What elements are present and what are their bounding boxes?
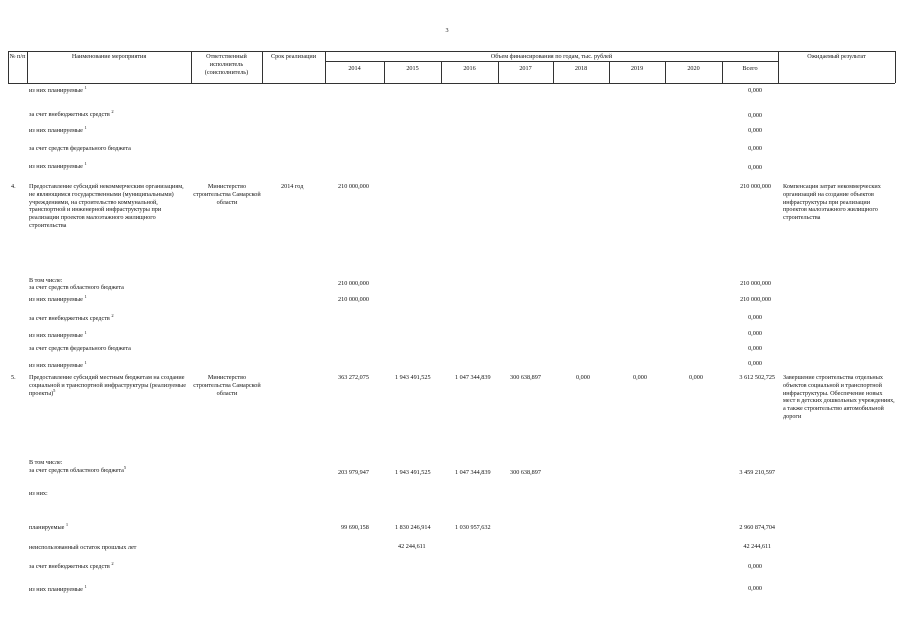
row-label: неиспользованный остаток прошлых лет (29, 544, 137, 551)
row-label: за счет средств областного бюджета (29, 284, 124, 291)
row-label: из них планируемые $^1$ (29, 124, 87, 134)
row-label: за счет внебюджетных средств $^2$ (29, 312, 114, 322)
header-total: Всего (742, 65, 758, 72)
row-total: 0,000 (748, 127, 762, 134)
value-2017: 300 638,897 (510, 374, 541, 381)
header-year: 2014 (348, 65, 361, 72)
row-label: из них: (29, 490, 48, 497)
header-year: 2017 (519, 65, 532, 72)
row-label: из них планируемые $^1$ (29, 583, 87, 593)
row-total: 210 000,000 (740, 280, 771, 287)
item-responsible: Министерство строительства Самарской области (193, 374, 261, 397)
row-label: из них планируемые $^1$ (29, 293, 87, 303)
row-label: за счет внебюджетных средств $^2$ (29, 560, 114, 570)
header-year: 2019 (630, 65, 644, 72)
item-number: 5. (11, 374, 16, 381)
row-total: 0,000 (748, 345, 762, 352)
row-total: 3 459 210,597 (739, 469, 775, 476)
header-number: № п/п (9, 53, 26, 60)
value-2016: 1 030 957,632 (455, 524, 491, 531)
value-2015: 1 830 246,914 (395, 524, 431, 531)
row-total: 0,000 (748, 360, 762, 367)
header-responsible: Ответственный исполнитель (соисполнитель) (204, 53, 249, 76)
value-2015: 1 943 491,525 (395, 469, 431, 476)
value-2016: 1 047 344,839 (455, 469, 491, 476)
value-2014: 203 979,947 (338, 469, 369, 476)
row-total: 0,000 (748, 330, 762, 337)
header-result: Ожидаемый результат (807, 53, 866, 60)
item-name: Предоставление субсидий местным бюджетам на создание социальной и транспортной инфраструктуры (реализуемые проекты)$^5$ (29, 374, 186, 397)
item-result: Завершение строительства отдельных объектов социальной и транспортной инфраструктуры. Обеспечение новых мест в детских дошкольных учреждениях, а также строительство автомобильной дороги (783, 374, 895, 420)
value-2014: 210 000,000 (338, 280, 369, 287)
value-2020: 0,000 (689, 374, 703, 381)
row-label: из них планируемые $^1$ (29, 160, 87, 170)
row-total: 2 960 874,704 (739, 524, 775, 531)
item-name: Предоставление субсидий некоммерческим организациям, не являющимся государственными (муниципальными) учреждениями, на строительство коммунальной, транспортной и инженерной инфраструктуры при реализации проектов малоэтажного жилищного строительства (29, 183, 184, 229)
value-2015: 42 244,611 (398, 543, 426, 550)
row-label: за счет средств федерального бюджета (29, 145, 131, 152)
row-subheading: В том числе: (29, 277, 63, 284)
header-funding: Объем финансирования по годам, тыс. рублей (490, 53, 613, 60)
row-label: планируемые $^1$ (29, 521, 69, 531)
row-total: 42 244,611 (743, 543, 771, 550)
value-2014: 210 000,000 (338, 296, 369, 303)
header-year: 2018 (574, 65, 588, 72)
value-2016: 1 047 344,839 (455, 374, 491, 381)
row-total: 210 000,000 (740, 183, 771, 190)
item-responsible: Министерство строительства Самарской области (193, 183, 261, 206)
value-2015: 1 943 491,525 (395, 374, 431, 381)
item-result: Компенсация затрат некоммерческих организаций на создание объектов инфраструктуры при реализации проектов малоэтажного жилищного строительства (783, 183, 881, 221)
page-number: 3 (445, 27, 449, 34)
header-activity-name: Наименование мероприятия (71, 53, 147, 60)
item-term: 2014 год (281, 183, 304, 190)
row-total: 0,000 (748, 145, 762, 152)
value-2014: 210 000,000 (338, 183, 369, 190)
row-total: 0,000 (748, 87, 762, 94)
row-label: за счет внебюджетных средств $^2$ (29, 108, 114, 118)
row-total: 0,000 (748, 585, 762, 592)
row-total: 210 000,000 (740, 296, 771, 303)
row-subheading: В том числе: (29, 459, 63, 466)
row-total: 0,000 (748, 164, 762, 171)
value-2018: 0,000 (576, 374, 590, 381)
item-number: 4. (11, 183, 16, 190)
row-total: 0,000 (748, 314, 762, 321)
value-2019: 0,000 (633, 374, 647, 381)
value-2017: 300 638,897 (510, 469, 541, 476)
header-year: 2016 (463, 65, 476, 72)
row-label: из них планируемые $^1$ (29, 329, 87, 339)
header-year: 2015 (406, 65, 419, 72)
value-2014: 363 272,075 (338, 374, 369, 381)
row-label: из них планируемые $^1$ (29, 359, 87, 369)
header-year: 2020 (687, 65, 700, 72)
row-total: 3 612 502,725 (739, 374, 775, 381)
row-total: 0,000 (748, 112, 762, 119)
header-term: Срок реализации (270, 53, 317, 60)
row-label: за счет средств областного бюджета$^5$ (29, 464, 127, 474)
row-label: из них планируемые $^1$ (29, 84, 87, 94)
row-total: 0,000 (748, 563, 762, 570)
value-2014: 99 690,158 (341, 524, 369, 531)
row-label: за счет средств федерального бюджета (29, 345, 131, 352)
